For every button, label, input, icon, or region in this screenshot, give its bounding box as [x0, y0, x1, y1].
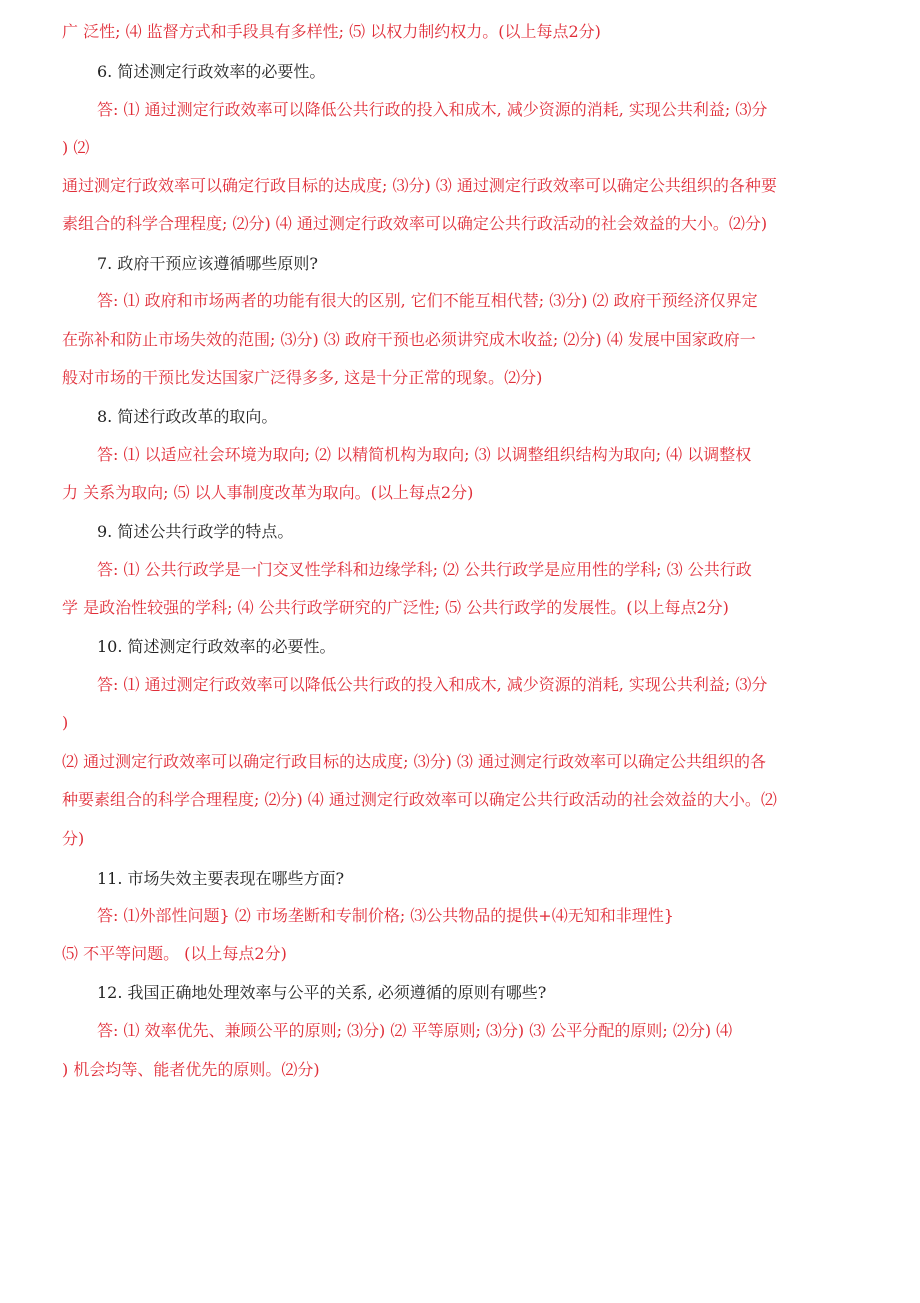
answer-line: 力 关系为取向; ⑸ 以人事制度改革为取向。(以上每点2分): [62, 483, 474, 502]
answer-line: 种要素组合的科学合理程度; ⑵分) ⑷ 通过测定行政效率可以确定公共行政活动的社会效益的大小。⑵: [62, 790, 777, 809]
question-line: 11. 市场失效主要表现在哪些方面?: [97, 869, 345, 888]
answer-line: ⑸ 不平等问题。 (以上每点2分): [62, 944, 287, 963]
answer-line: ): [62, 713, 69, 732]
answer-line: 通过测定行政效率可以确定行政目标的达成度; ⑶分) ⑶ 通过测定行政效率可以确定公共组织的各种要: [62, 176, 777, 195]
answer-line: 素组合的科学合理程度; ⑵分) ⑷ 通过测定行政效率可以确定公共行政活动的社会效益的大小。⑵分): [62, 214, 768, 233]
answer-line: 答: ⑴ 政府和市场两者的功能有很大的区别, 它们不能互相代替; ⑶分) ⑵ 政府干预经济仅界定: [97, 291, 758, 310]
answer-line: 答: ⑴ 效率优先、兼顾公平的原则; ⑶分) ⑵ 平等原则; ⑶分) ⑶ 公平分配的原则; ⑵分) ⑷: [97, 1021, 733, 1040]
answer-line: 答: ⑴ 通过测定行政效率可以降低公共行政的投入和成木, 减少资源的消耗, 实现公共利益; ⑶分: [97, 675, 768, 694]
answer-line: ⑵ 通过测定行政效率可以确定行政目标的达成度; ⑶分) ⑶ 通过测定行政效率可以确定公共组织的各: [62, 752, 766, 771]
answer-line: 广 泛性; ⑷ 监督方式和手段具有多样性; ⑸ 以权力制约权力。(以上每点2分): [62, 22, 601, 41]
question-line: 6. 简述测定行政效率的必要性。: [97, 62, 326, 81]
answer-line: 分): [62, 829, 85, 848]
answer-line: 答: ⑴ 以适应社会环境为取向; ⑵ 以精简机构为取向; ⑶ 以调整组织结构为取向; ⑷ 以调整权: [97, 445, 752, 464]
question-line: 9. 简述公共行政学的特点。: [97, 522, 294, 541]
question-line: 12. 我国正确地处理效率与公平的关系, 必须遵循的原则有哪些?: [97, 983, 547, 1002]
answer-line: ) ⑵: [62, 138, 90, 157]
question-line: 10. 简述测定行政效率的必要性。: [97, 637, 336, 656]
answer-line: 般对市场的干预比发达国家广泛得多多, 这是十分正常的现象。⑵分): [62, 368, 543, 387]
answer-line: 在弥补和防止市场失效的范围; ⑶分) ⑶ 政府干预也必须讲究成木收益; ⑵分) ⑷ 发展中国家政府一: [62, 330, 756, 349]
answer-line: 学 是政治性较强的学科; ⑷ 公共行政学研究的广泛性; ⑸ 公共行政学的发展性。(以上每点2分): [62, 598, 729, 617]
answer-line: 答: ⑴ 通过测定行政效率可以降低公共行政的投入和成木, 减少资源的消耗, 实现公共利益; ⑶分: [97, 100, 768, 119]
question-line: 7. 政府干预应该遵循哪些原则?: [97, 254, 318, 273]
question-line: 8. 简述行政改革的取向。: [97, 407, 278, 426]
answer-line: 答: ⑴ 公共行政学是一门交叉性学科和边缘学科; ⑵ 公共行政学是应用性的学科; ⑶ 公共行政: [97, 560, 752, 579]
answer-line: 答: ⑴外部性问题} ⑵ 市场垄断和专制价格; ⑶公共物品的提供+⑷无知和非理性}: [97, 906, 674, 925]
answer-line: ) 机会均等、能者优先的原则。⑵分): [62, 1060, 320, 1079]
